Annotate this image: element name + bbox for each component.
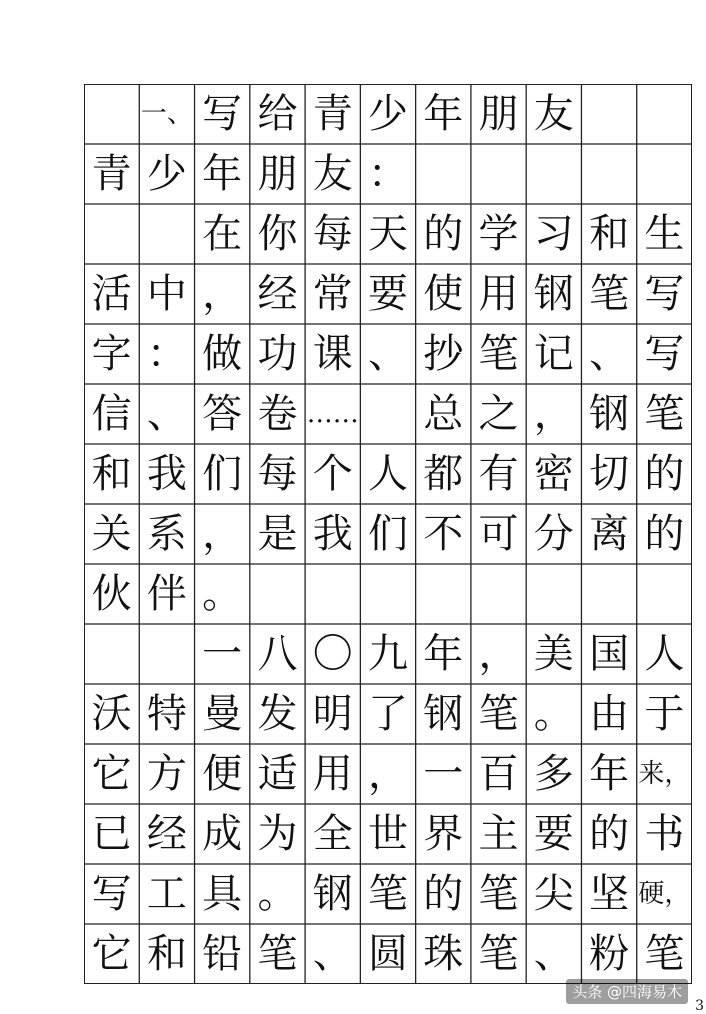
grid-char: 硬， xyxy=(638,879,691,909)
grid-char: 钢 xyxy=(423,691,464,737)
grid-char: 〇 xyxy=(312,631,353,677)
grid-char: 钢 xyxy=(589,391,630,437)
grid-char: 卷 xyxy=(257,391,298,437)
grid-char: 便 xyxy=(202,751,243,797)
grid-char: 答 xyxy=(202,391,243,437)
grid-char: 伴 xyxy=(146,571,187,617)
grid-char: 主 xyxy=(478,811,519,857)
grid-char: 们 xyxy=(202,451,243,497)
grid-char: 经 xyxy=(257,271,298,317)
grid-char: 友 xyxy=(312,151,353,197)
grid-char: 做 xyxy=(202,331,243,377)
grid-char: 常 xyxy=(312,271,353,317)
grid-char: 朋 xyxy=(257,151,298,197)
grid-char: ： xyxy=(367,151,408,197)
grid-char: 关 xyxy=(91,511,132,557)
grid-char xyxy=(471,564,526,624)
grid-char xyxy=(416,144,471,204)
grid-char xyxy=(84,624,139,684)
grid-char xyxy=(250,564,305,624)
grid-char: 尖 xyxy=(533,871,574,917)
grid-char: 的 xyxy=(423,871,464,917)
grid-char: 抄 xyxy=(423,331,464,377)
grid-char: 了 xyxy=(367,691,408,737)
grid-char: 笔 xyxy=(644,391,685,437)
title-char: 年 xyxy=(423,91,464,137)
grid-char: 每 xyxy=(257,451,298,497)
grid-char: 笔 xyxy=(478,871,519,917)
grid-char: 书 xyxy=(644,811,685,857)
grid-char: 界 xyxy=(423,811,464,857)
grid-char: 沃 xyxy=(91,691,132,737)
grid-char: 要 xyxy=(367,271,408,317)
grid-char: 、 xyxy=(533,931,574,977)
grid-char: 密 xyxy=(533,451,574,497)
grid-char: 笔 xyxy=(478,331,519,377)
grid-char: 方 xyxy=(146,751,187,797)
grid-char: 笔 xyxy=(478,691,519,737)
grid-char xyxy=(637,144,692,204)
grid-char: 总 xyxy=(423,391,464,437)
grid-char: 。 xyxy=(533,691,574,737)
grid-char: 是 xyxy=(257,511,298,557)
grid-char: 圆 xyxy=(367,931,408,977)
grid-char: 用 xyxy=(478,271,519,317)
title-char: 友 xyxy=(533,91,574,137)
grid-char xyxy=(360,384,415,444)
grid-char: 个 xyxy=(312,451,353,497)
grid-char xyxy=(637,564,692,624)
grid-char: 系 xyxy=(146,511,187,557)
title-char: 朋 xyxy=(478,91,519,137)
grid-char: 你 xyxy=(257,211,298,257)
title-char xyxy=(637,84,692,144)
grid-char: 笔 xyxy=(257,931,298,977)
grid-char: 之 xyxy=(478,391,519,437)
writing-grid-sheet xyxy=(84,84,692,984)
grid-char: 发 xyxy=(257,691,298,737)
grid-char: 活 xyxy=(91,271,132,317)
grid-char: 的 xyxy=(423,211,464,257)
grid-char: 伙 xyxy=(91,571,132,617)
grid-char xyxy=(139,204,194,264)
grid-char: 年 xyxy=(423,631,464,677)
grid-char: 、 xyxy=(312,931,353,977)
grid-char: 课 xyxy=(312,331,353,377)
grid-char: 的 xyxy=(644,451,685,497)
title-char: 写 xyxy=(202,91,243,137)
grid-char: 。 xyxy=(202,571,243,617)
grid-char: 由 xyxy=(589,691,630,737)
grid-char: 国 xyxy=(589,631,630,677)
grid-char: 具 xyxy=(202,871,243,917)
grid-char: 都 xyxy=(423,451,464,497)
grid-char: 和 xyxy=(589,211,630,257)
grid-char: 、 xyxy=(146,391,187,437)
grid-char: 九 xyxy=(367,631,408,677)
grid-char: 年 xyxy=(589,751,630,797)
title-char: 给 xyxy=(257,91,298,137)
grid-char: 经 xyxy=(146,811,187,857)
grid-char: 写 xyxy=(644,271,685,317)
grid-char xyxy=(416,564,471,624)
grid-char: 要 xyxy=(533,811,574,857)
grid-char: 笔 xyxy=(367,871,408,917)
grid-char: 使 xyxy=(423,271,464,317)
grid-char: 年 xyxy=(202,151,243,197)
grid-char: 钢 xyxy=(533,271,574,317)
grid-char xyxy=(581,144,636,204)
title-char xyxy=(84,84,139,144)
grid-char: 在 xyxy=(202,211,243,257)
grid-char: 八 xyxy=(257,631,298,677)
grid-char: 一 xyxy=(202,631,243,677)
grid-char: 工 xyxy=(146,871,187,917)
grid-char: 分 xyxy=(533,511,574,557)
grid-char: 我 xyxy=(312,511,353,557)
grid-char: 生 xyxy=(644,211,685,257)
grid-char: 和 xyxy=(91,451,132,497)
grid-char: 中 xyxy=(146,271,187,317)
grid-char: 用 xyxy=(312,751,353,797)
grid-char: 不 xyxy=(423,511,464,557)
grid-char xyxy=(360,564,415,624)
grid-char: 适 xyxy=(257,751,298,797)
grid-char: 明 xyxy=(312,691,353,737)
grid-char: 笔 xyxy=(644,931,685,977)
grid-char: 成 xyxy=(202,811,243,857)
grid-char: 一 xyxy=(423,751,464,797)
title-char: 一、 xyxy=(140,99,193,129)
grid-char: 我 xyxy=(146,451,187,497)
grid-char: ， xyxy=(202,511,243,557)
grid-char: 为 xyxy=(257,811,298,857)
grid-char: 于 xyxy=(644,691,685,737)
grid-char: 可 xyxy=(478,511,519,557)
grid-char: 百 xyxy=(478,751,519,797)
grid-char: 它 xyxy=(91,751,132,797)
grid-char: 写 xyxy=(644,331,685,377)
grid-char: 信 xyxy=(91,391,132,437)
grid-char: ， xyxy=(367,751,408,797)
grid-char: 、 xyxy=(589,331,630,377)
grid-char: 钢 xyxy=(312,871,353,917)
grid-char xyxy=(581,564,636,624)
page-number: 3 xyxy=(695,998,704,1014)
grid-char: 学 xyxy=(478,211,519,257)
watermark: 头条 @四海易木 xyxy=(566,979,688,1004)
grid-char: 、 xyxy=(367,331,408,377)
grid-char: 们 xyxy=(367,511,408,557)
grid-char: ， xyxy=(478,631,519,677)
grid-char: 青 xyxy=(91,151,132,197)
grid-char: 和 xyxy=(146,931,187,977)
grid-char: 天 xyxy=(367,211,408,257)
grid-char: 笔 xyxy=(589,271,630,317)
grid-char: 多 xyxy=(533,751,574,797)
grid-char: 有 xyxy=(478,451,519,497)
grid-char: 笔 xyxy=(478,931,519,977)
grid-char: 美 xyxy=(533,631,574,677)
grid-char: 。 xyxy=(257,871,298,917)
grid-char: 世 xyxy=(367,811,408,857)
grid-char xyxy=(84,204,139,264)
grid-char: 特 xyxy=(146,691,187,737)
grid-char xyxy=(471,144,526,204)
grid-char: 人 xyxy=(367,451,408,497)
grid-char: 写 xyxy=(91,871,132,917)
grid-char: 习 xyxy=(533,211,574,257)
grid-char: ： xyxy=(146,331,187,377)
grid-char: 每 xyxy=(312,211,353,257)
title-char: 青 xyxy=(312,91,353,137)
grid-char: 粉 xyxy=(589,931,630,977)
title-char: 少 xyxy=(367,91,408,137)
grid-char: …… xyxy=(306,399,359,429)
grid-char: 切 xyxy=(589,451,630,497)
grid-char: 曼 xyxy=(202,691,243,737)
grid-char: 它 xyxy=(91,931,132,977)
grid-char: 字 xyxy=(91,331,132,377)
grid-char: 功 xyxy=(257,331,298,377)
grid-char xyxy=(305,564,360,624)
grid-char: 铅 xyxy=(202,931,243,977)
grid-char: 坚 xyxy=(589,871,630,917)
grid-char: ， xyxy=(202,271,243,317)
grid-char: 全 xyxy=(312,811,353,857)
grid-char: 的 xyxy=(589,811,630,857)
grid-char: 记 xyxy=(533,331,574,377)
grid-char xyxy=(139,624,194,684)
grid-char: 已 xyxy=(91,811,132,857)
grid-char: 的 xyxy=(644,511,685,557)
grid-char: 人 xyxy=(644,631,685,677)
grid-char: 离 xyxy=(589,511,630,557)
grid-char: ， xyxy=(533,391,574,437)
grid-char: 来， xyxy=(638,759,691,789)
grid-char xyxy=(526,144,581,204)
grid-char: 少 xyxy=(146,151,187,197)
grid-char: 珠 xyxy=(423,931,464,977)
title-char xyxy=(581,84,636,144)
grid-char xyxy=(526,564,581,624)
